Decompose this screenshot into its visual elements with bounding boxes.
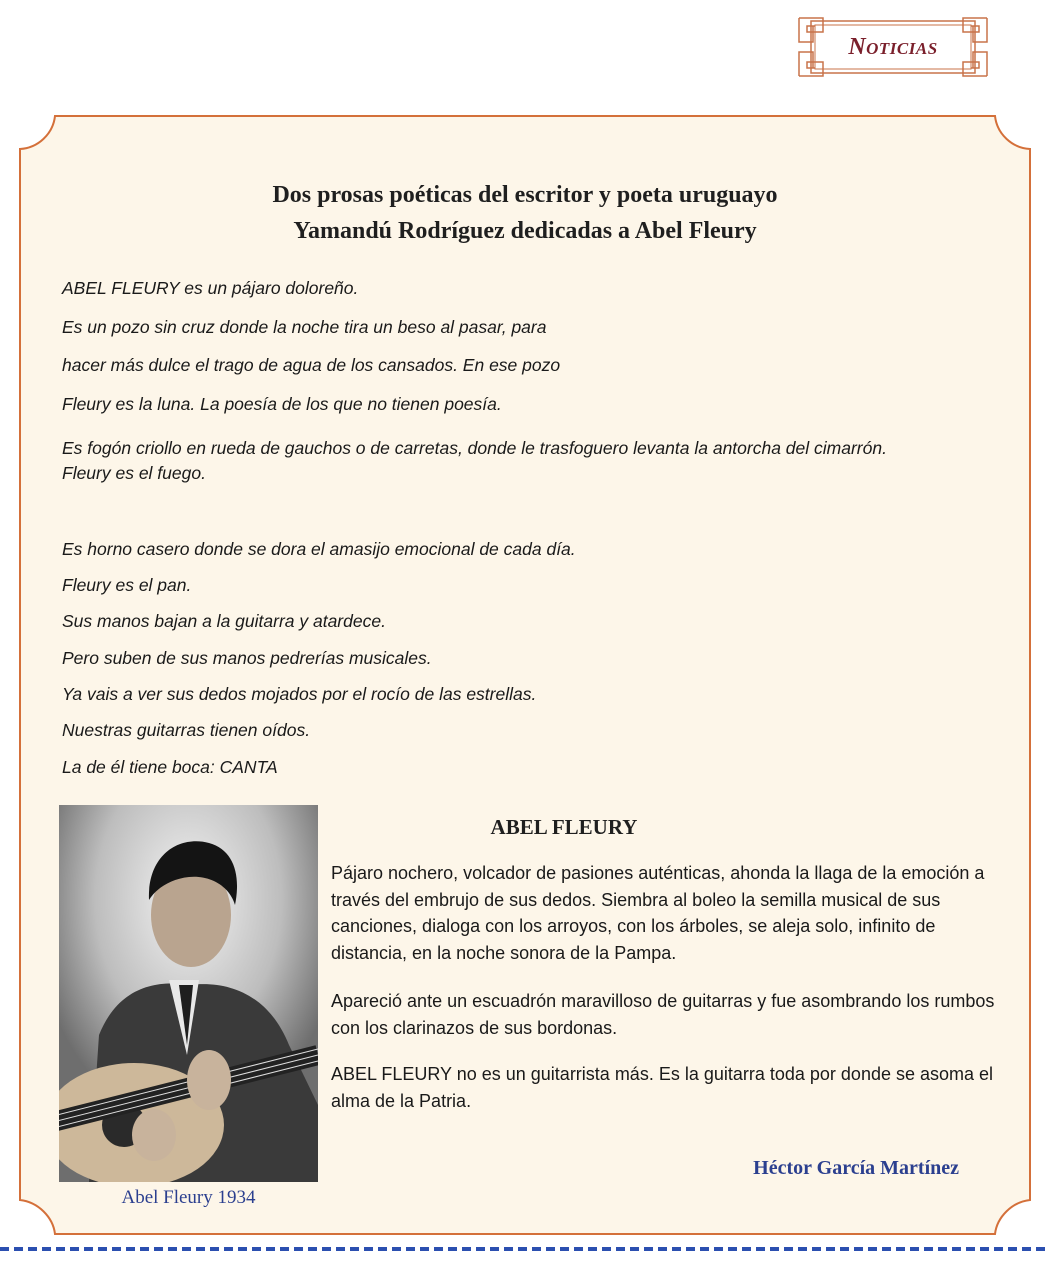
paragraph: Pájaro nochero, volcador de pasiones auténticas, ahonda la llaga de la emoción a través del embrujo de sus dedos. Siembra al boleo la semilla musical de sus canciones, dialoga con los arroyos, con los árboles, se aleja solo, infinito de distancia, en la noche sonora de la Pampa.: [331, 863, 985, 963]
poem-line: La de él tiene boca: CANTA: [62, 757, 278, 777]
portrait-photo: [59, 805, 318, 1182]
poem-line: Fleury es la luna. La poesía de los que no tienen poesía.: [62, 394, 502, 414]
article-title-line1: Dos prosas poéticas del escritor y poeta uruguayo: [272, 182, 778, 208]
poem-line: Fleury es el fuego.: [62, 463, 206, 483]
poem-line: Sus manos bajan a la guitarra y atardece.: [62, 611, 386, 631]
poem-line: Es fogón criollo en rueda de gauchos o de carretas, donde le trasfoguero levanta la antorcha del cimarrón.: [62, 438, 887, 458]
photo-caption: Abel Fleury 1934: [121, 1187, 256, 1208]
guitarist-illustration: [59, 805, 318, 1182]
paragraph: ABEL FLEURY no es un guitarrista más. Es la guitarra toda por donde se asoma el alma de la Patria.: [331, 1064, 994, 1111]
poem-line: Ya vais a ver sus dedos mojados por el rocío de las estrellas.: [62, 684, 537, 704]
article-title-line2: Yamandú Rodríguez dedicadas a Abel Fleury: [293, 218, 757, 244]
poem-line: Pero suben de sus manos pedrerías musicales.: [62, 648, 432, 668]
author-signature: Héctor García Martínez: [753, 1157, 959, 1179]
poem-line: Es un pozo sin cruz donde la noche tira un beso al pasar, para: [62, 317, 547, 337]
poem-line: Es horno casero donde se dora el amasijo emocional de cada día.: [62, 539, 576, 559]
poem-line: Fleury es el pan.: [62, 575, 192, 595]
bottom-dashed-rule: [0, 1246, 1050, 1252]
poem-line: Nuestras guitarras tienen oídos.: [62, 720, 311, 740]
poem-line: hacer más dulce el trago de agua de los cansados. En ese pozo: [62, 355, 561, 375]
poem-line: ABEL FLEURY es un pájaro doloreño.: [62, 278, 359, 298]
section-label: Noticias: [848, 33, 938, 60]
section-title: ABEL FLEURY: [490, 815, 638, 839]
paragraph: Apareció ante un escuadrón maravilloso de guitarras y fue asombrando los rumbos con los clarinazos de sus bordonas.: [331, 991, 995, 1038]
